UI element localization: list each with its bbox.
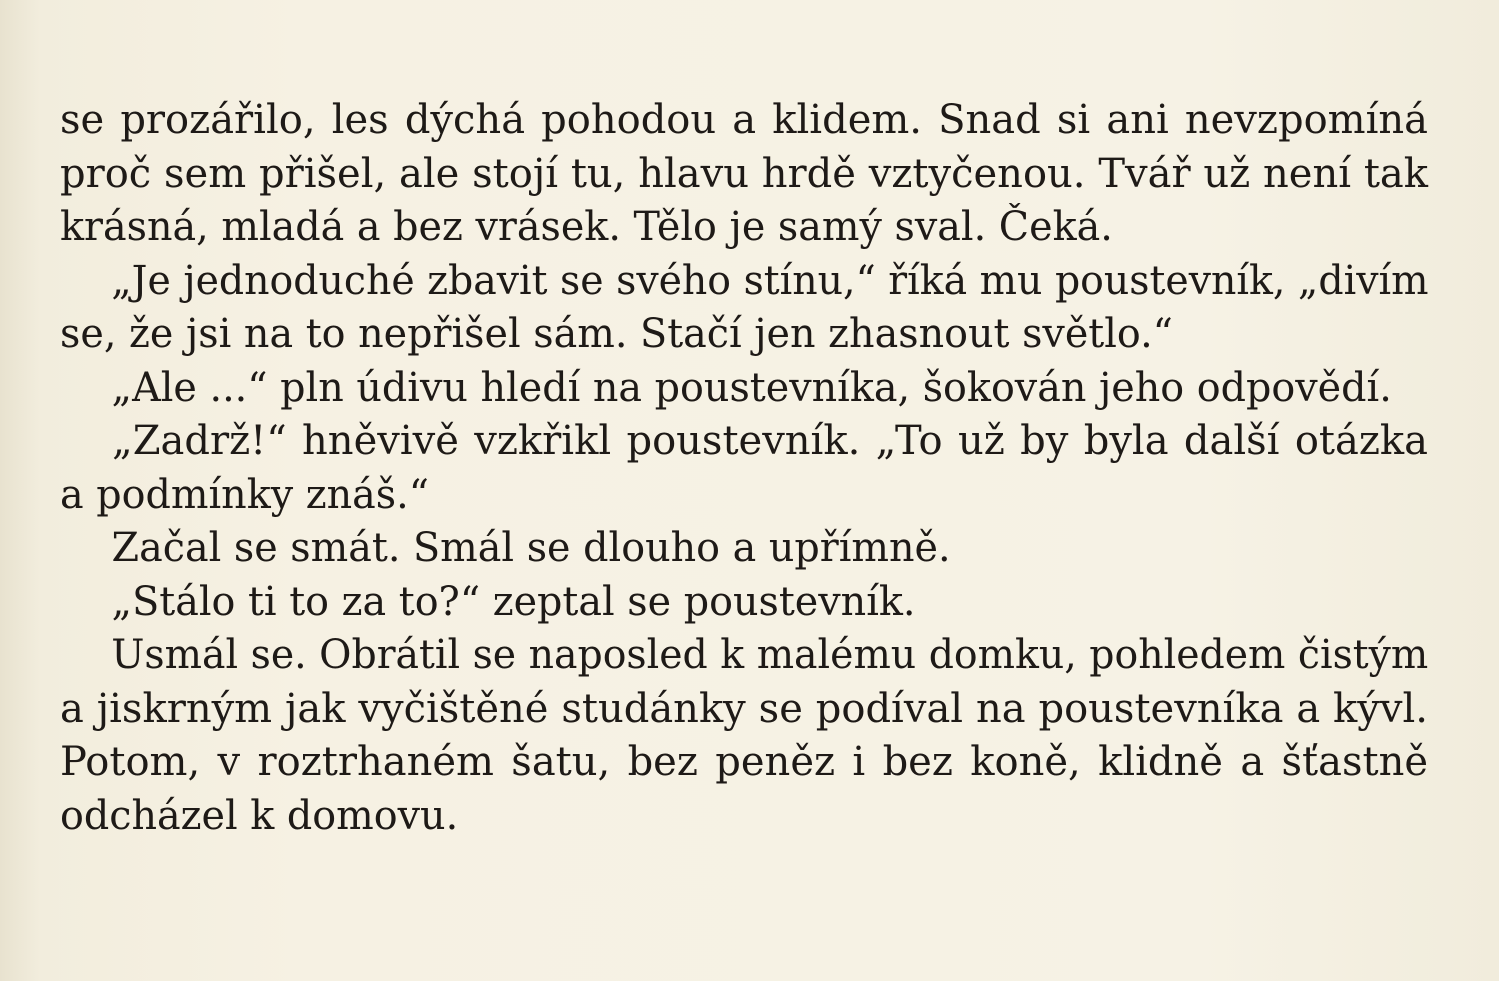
text-line-9: Začal se smát. Smál se dlouho a upřímně. xyxy=(111,525,951,571)
text-line-10: „Stálo ti to za to?“ zeptal se poustevník. xyxy=(111,578,916,625)
text-line-5: se, že jsi na to nepřišel sám. Stačí jen zhasnout světlo.“ xyxy=(60,311,1173,357)
body-text xyxy=(60,94,1440,843)
text-line-4: „Je jednoduché zbavit se svého stínu,“ říká mu poustevník, „divím xyxy=(111,257,1429,304)
text-line-11: Usmál se. Obrátil se naposled k malému domku, pohledem čistým xyxy=(111,632,1429,678)
text-line-7: „Zadrž!“ hněvivě vzkřikl poustevník. „To už by byla další otázka xyxy=(112,418,1428,464)
text-line-1: se prozářilo, les dýchá pohodou a klidem. Snad si ani nevzpomíná xyxy=(60,97,1428,143)
text-line-13: Potom, v roztrhaném šatu, bez peněz i bez koně, klidně a šťastně xyxy=(60,739,1428,785)
text-line-12: a jiskrným jak vyčištěné studánky se podíval na poustevníka a kývl. xyxy=(60,685,1428,732)
text-line-2: proč sem přišel, ale stojí tu, hlavu hrdě vztyčenou. Tvář už není tak xyxy=(60,150,1428,197)
text-line-14: odcházel k domovu. xyxy=(60,792,459,839)
text-line-6: „Ale ...“ pln údivu hledí na poustevníka, šokován jeho odpovědí. xyxy=(111,364,1392,411)
text-line-3: krásná, mladá a bez vrásek. Tělo je samý sval. Čeká. xyxy=(60,204,1113,250)
text-line-8: a podmínky znáš.“ xyxy=(60,471,430,518)
